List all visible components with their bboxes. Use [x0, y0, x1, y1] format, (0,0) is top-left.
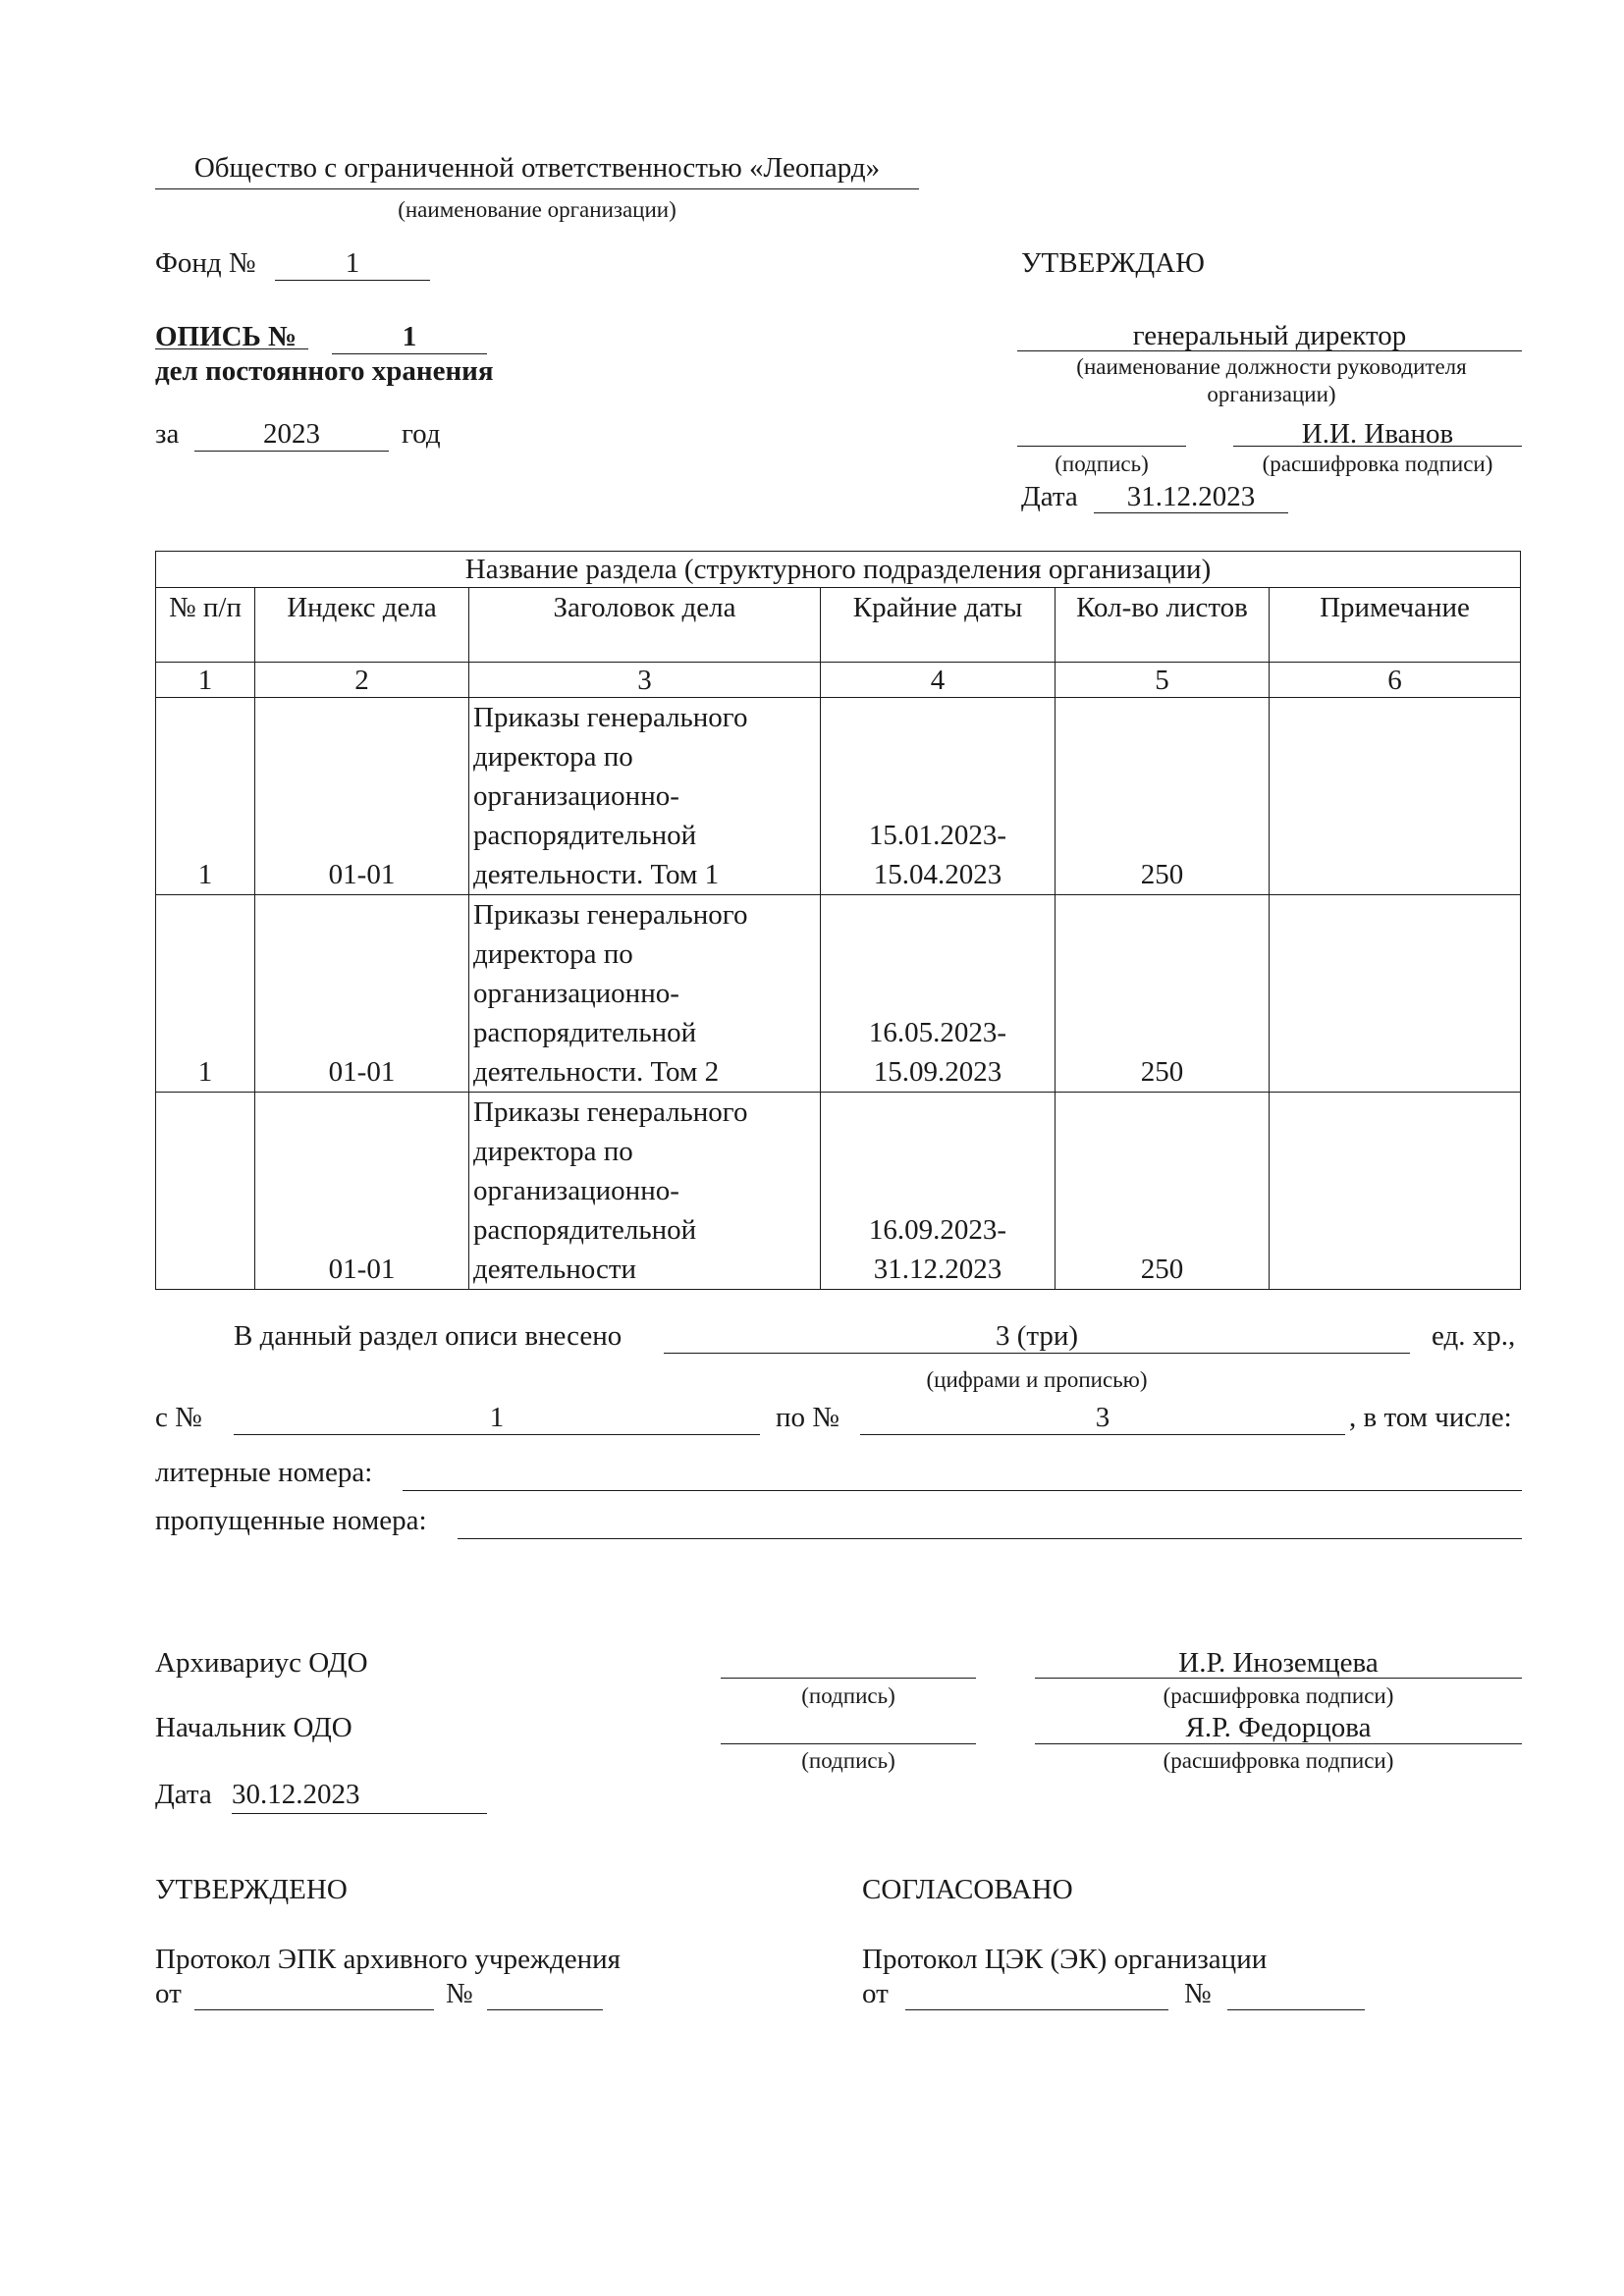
archivist-title: Архивариус ОДО	[155, 1647, 368, 1679]
row-num	[156, 1093, 255, 1290]
row-dates: 16.09.2023- 31.12.2023	[821, 1093, 1056, 1290]
approval-position-caption: (наименование должности руководителя организации)	[1076, 354, 1467, 406]
col-number: 2	[255, 663, 469, 698]
approval-signature-caption: (подпись)	[1055, 452, 1149, 476]
summary-count-caption: (цифрами и прописью)	[926, 1367, 1148, 1392]
table-row	[156, 895, 1521, 1093]
header-index: Индекс дела	[255, 588, 469, 663]
header-num: № п/п	[156, 588, 255, 663]
letter-numbers-line	[403, 1490, 1522, 1491]
row-note	[1270, 895, 1521, 1093]
row-dates: 16.05.2023- 15.09.2023	[821, 895, 1056, 1093]
to-label: по №	[776, 1402, 839, 1433]
row-index: 01-01	[255, 698, 469, 895]
approval-name-underline	[1233, 446, 1522, 447]
to-underline	[860, 1434, 1345, 1435]
header-sheets: Кол-во листов	[1056, 588, 1270, 663]
inventory-table	[155, 551, 1521, 1290]
year-suffix: год	[402, 418, 441, 450]
fond-value: 1	[345, 247, 360, 279]
approval-date: 31.12.2023	[1126, 481, 1256, 512]
approved-num-label: №	[446, 1978, 473, 2009]
from-underline	[234, 1434, 760, 1435]
fond-underline	[275, 280, 430, 281]
col-number: 5	[1056, 663, 1270, 698]
archivist-signature-line	[721, 1678, 976, 1679]
approved-from-label: от	[155, 1978, 182, 2009]
agreed-heading: СОГЛАСОВАНО	[862, 1874, 1073, 1905]
year-underline	[194, 451, 389, 452]
opis-subtitle: дел постоянного хранения	[155, 355, 494, 387]
approved-protocol: Протокол ЭПК архивного учреждения	[155, 1944, 622, 1975]
approved-num-line	[487, 2009, 603, 2010]
agreed-from-label: от	[862, 1978, 889, 2009]
opis-number: 1	[402, 321, 417, 352]
signatures-date-underline	[232, 1813, 487, 1814]
approval-date-underline	[1094, 512, 1288, 513]
row-title: Приказы генерального директора по организационно- распорядительной деятельности	[469, 1093, 821, 1290]
summary-count: 3 (три)	[995, 1320, 1079, 1352]
row-sheets: 250	[1056, 698, 1270, 895]
col-number: 6	[1270, 663, 1521, 698]
including-text: , в том числе:	[1349, 1402, 1512, 1433]
archivist-name-underline	[1035, 1678, 1522, 1679]
from-value: 1	[489, 1402, 505, 1433]
head-name: Я.Р. Федорцова	[1185, 1712, 1372, 1743]
row-title: Приказы генерального директора по организационно- распорядительной деятельности. Том 1	[469, 698, 821, 895]
table-row	[156, 1093, 1521, 1290]
row-num: 1	[156, 698, 255, 895]
missing-numbers-line	[458, 1538, 1522, 1539]
approval-position: генеральный директор	[1132, 320, 1407, 351]
approval-name-caption: (расшифровка подписи)	[1262, 452, 1493, 476]
archivist-name-caption: (расшифровка подписи)	[1163, 1683, 1394, 1708]
agreed-num-label: №	[1184, 1978, 1212, 2009]
organization-caption: (наименование организации)	[398, 197, 677, 222]
table-row	[156, 698, 1521, 895]
row-dates: 15.01.2023- 15.04.2023	[821, 698, 1056, 895]
year-value: 2023	[263, 418, 320, 450]
signatures-date: 30.12.2023	[232, 1779, 360, 1810]
row-num: 1	[156, 895, 255, 1093]
approval-heading: УТВЕРЖДАЮ	[1021, 247, 1205, 279]
missing-numbers-label: пропущенные номера:	[155, 1505, 427, 1536]
header-dates: Крайние даты	[821, 588, 1056, 663]
to-value: 3	[1095, 1402, 1110, 1433]
col-number: 1	[156, 663, 255, 698]
opis-label-underline	[155, 348, 308, 349]
approval-date-label: Дата	[1021, 481, 1078, 512]
signatures-date-label: Дата	[155, 1779, 212, 1810]
row-title: Приказы генерального директора по организационно- распорядительной деятельности. Том 2	[469, 895, 821, 1093]
organization-name: Общество с ограниченной ответственностью «Леопард»	[193, 152, 881, 184]
head-name-underline	[1035, 1743, 1522, 1744]
summary-count-underline	[664, 1353, 1410, 1354]
row-note	[1270, 1093, 1521, 1290]
year-prefix: за	[155, 418, 180, 450]
header-note: Примечание	[1270, 588, 1521, 663]
approved-date-line	[194, 2009, 434, 2010]
approval-name: И.И. Иванов	[1301, 418, 1454, 450]
opis-label: ОПИСЬ №	[155, 321, 298, 352]
row-index: 01-01	[255, 1093, 469, 1290]
agreed-protocol: Протокол ЦЭК (ЭК) организации	[862, 1944, 1268, 1975]
row-index: 01-01	[255, 895, 469, 1093]
fond-label: Фонд №	[155, 247, 256, 279]
section-title: Название раздела (структурного подразделения организации)	[156, 552, 1521, 588]
head-signature-line	[721, 1743, 976, 1744]
from-label: с №	[155, 1402, 202, 1433]
approved-heading: УТВЕРЖДЕНО	[155, 1874, 348, 1905]
approval-signature-line	[1017, 446, 1186, 447]
col-number: 4	[821, 663, 1056, 698]
agreed-num-line	[1227, 2009, 1365, 2010]
letter-numbers-label: литерные номера:	[155, 1457, 373, 1488]
agreed-date-line	[905, 2009, 1168, 2010]
organization-underline	[155, 188, 919, 189]
head-title: Начальник ОДО	[155, 1712, 352, 1743]
summary-unit: ед. хр.,	[1432, 1320, 1516, 1352]
summary-lead: В данный раздел описи внесено	[234, 1320, 623, 1352]
row-note	[1270, 698, 1521, 895]
head-signature-caption: (подпись)	[801, 1748, 895, 1773]
row-sheets: 250	[1056, 895, 1270, 1093]
row-sheets: 250	[1056, 1093, 1270, 1290]
archivist-name: И.Р. Иноземцева	[1178, 1647, 1379, 1679]
col-number: 3	[469, 663, 821, 698]
archivist-signature-caption: (подпись)	[801, 1683, 895, 1708]
header-title: Заголовок дела	[469, 588, 821, 663]
approval-position-underline	[1017, 350, 1522, 351]
head-name-caption: (расшифровка подписи)	[1163, 1748, 1394, 1773]
